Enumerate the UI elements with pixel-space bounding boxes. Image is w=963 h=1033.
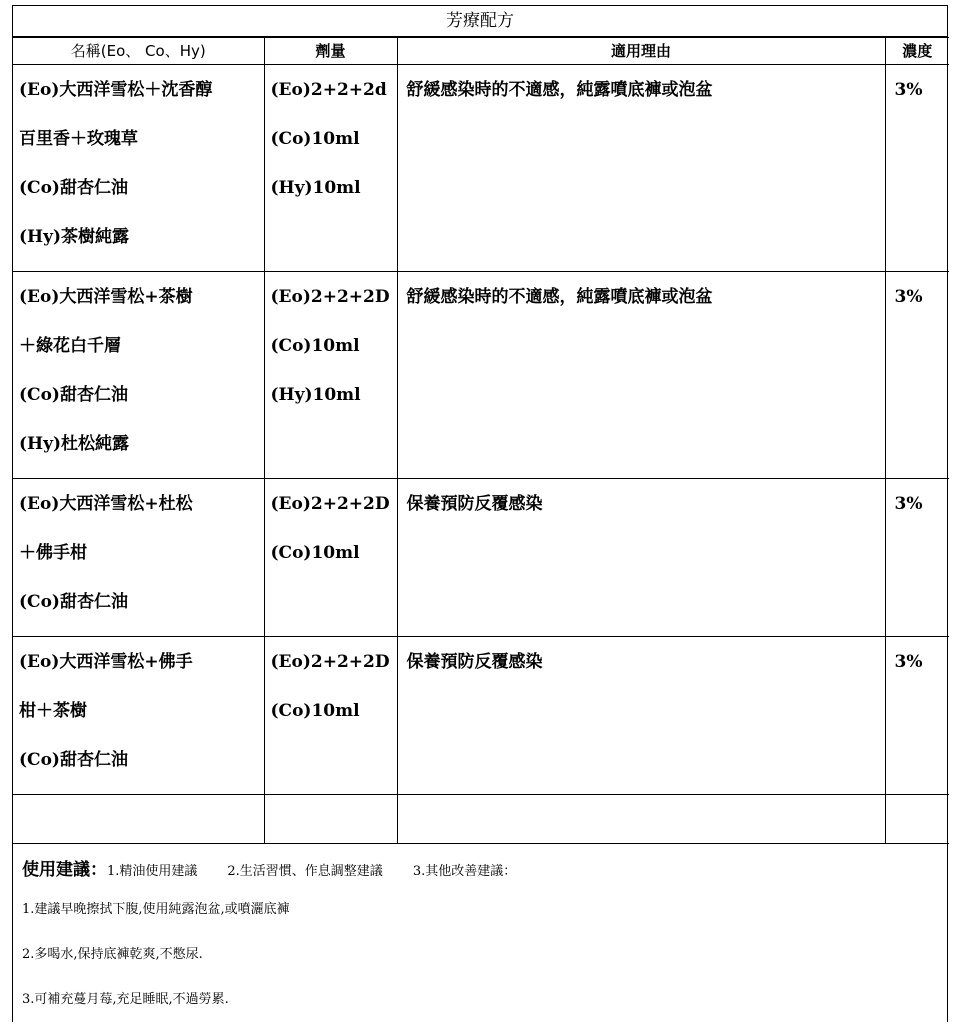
- dose-cell: [265, 479, 397, 587]
- name-line: (Eo)大西洋雪松＋沈香醇: [19, 80, 213, 100]
- header-reason: 適用理由: [397, 38, 885, 65]
- dose-cell: [265, 65, 397, 222]
- usage-option: 3.其他改善建議：: [412, 864, 517, 879]
- usage-note: 1.建議早晚擦拭下腹,使用純露泡盆,或噴灑底褲: [22, 902, 290, 917]
- name-cell: [13, 479, 264, 636]
- formula-sheet: [12, 5, 948, 1022]
- dose-line: (Co)10ml: [270, 336, 360, 356]
- dose-line: (Co)10ml: [270, 543, 360, 563]
- empty-cell: [885, 795, 949, 844]
- dose-line: (Hy)10ml: [270, 178, 361, 198]
- table-row: [13, 272, 949, 479]
- reason-cell: 保養預防反覆感染: [406, 652, 543, 672]
- name-line: ＋佛手柑: [19, 543, 87, 563]
- name-line: (Eo)大西洋雪松+佛手: [19, 652, 193, 672]
- dose-line: (Eo)2+2+2D: [270, 287, 390, 307]
- concentration-cell: 3%: [894, 494, 923, 514]
- name-cell: [13, 65, 264, 271]
- usage-heading-line: [22, 858, 947, 898]
- header-row: [13, 38, 949, 65]
- usage-option: 2.生活習慣、作息調整建議: [227, 864, 383, 879]
- concentration-cell: 3%: [894, 287, 923, 307]
- dose-line: (Eo)2+2+2D: [270, 494, 390, 514]
- dose-line: (Co)10ml: [270, 701, 360, 721]
- table-row: [13, 637, 949, 795]
- name-line: ＋綠花白千層: [19, 336, 121, 356]
- dose-line: (Co)10ml: [270, 129, 360, 149]
- reason-cell: 保養預防反覆感染: [406, 494, 543, 514]
- usage-option: 1.精油使用建議: [107, 864, 198, 879]
- formula-table: [13, 37, 949, 844]
- empty-cell: [397, 795, 885, 844]
- sheet-title: 芳療配方: [13, 6, 947, 37]
- header-name: 名稱(Eo、 Co、Hy): [13, 38, 264, 65]
- name-line: (Co)甜杏仁油: [19, 750, 128, 770]
- table-row: [13, 65, 949, 272]
- reason-cell: 舒緩感染時的不適感，純露噴底褲或泡盆: [406, 287, 713, 307]
- header-dose: 劑量: [264, 38, 397, 65]
- header-concentration: 濃度: [885, 38, 949, 65]
- name-line: (Eo)大西洋雪松+杜松: [19, 494, 193, 514]
- name-line: (Co)甜杏仁油: [19, 178, 128, 198]
- name-line: 柑＋茶樹: [19, 701, 87, 721]
- empty-cell: [13, 795, 264, 844]
- dose-cell: [265, 637, 397, 745]
- usage-heading: 使用建議：: [22, 860, 107, 880]
- empty-cell: [264, 795, 397, 844]
- name-line: 百里香＋玫瑰草: [19, 129, 138, 149]
- reason-cell: 舒緩感染時的不適感，純露噴底褲或泡盆: [406, 80, 713, 100]
- dose-line: (Eo)2+2+2d: [270, 80, 387, 100]
- concentration-cell: 3%: [894, 652, 923, 672]
- dose-line: (Eo)2+2+2D: [270, 652, 390, 672]
- table-row: [13, 479, 949, 637]
- usage-note: 3.可補充蔓月莓,充足睡眠,不過勞累.: [22, 992, 229, 1007]
- name-line: (Co)甜杏仁油: [19, 592, 128, 612]
- usage-note: 2.多喝水,保持底褲乾爽,不憋尿.: [22, 947, 203, 962]
- name-line: (Hy)杜松純露: [19, 434, 130, 454]
- dose-line: (Hy)10ml: [270, 385, 361, 405]
- usage-notes: [13, 844, 947, 1033]
- concentration-cell: 3%: [894, 80, 923, 100]
- name-cell: [13, 637, 264, 794]
- empty-row: [13, 795, 949, 844]
- name-line: (Co)甜杏仁油: [19, 385, 128, 405]
- name-cell: [13, 272, 264, 478]
- name-line: (Hy)茶樹純露: [19, 227, 130, 247]
- dose-cell: [265, 272, 397, 429]
- name-line: (Eo)大西洋雪松+茶樹: [19, 287, 193, 307]
